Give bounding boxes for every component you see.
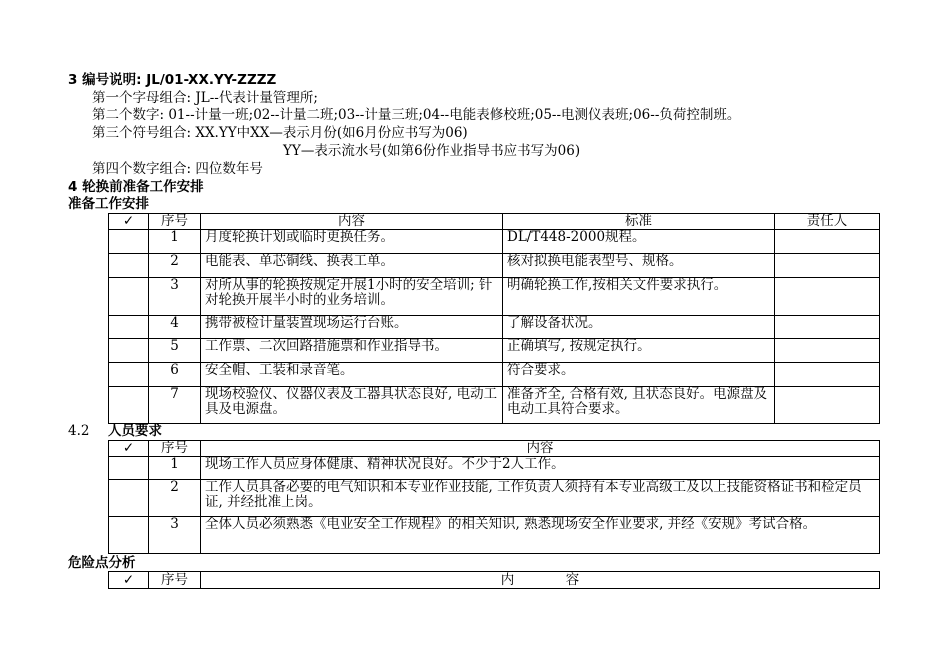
owner-cell[interactable] [775, 316, 880, 339]
row-content: 月度轮换计划或临时更换任务。 [201, 230, 503, 254]
owner-cell[interactable] [775, 387, 880, 424]
row-number: 1 [149, 457, 201, 480]
table-row [109, 339, 880, 363]
check-header: ✓ [109, 441, 149, 457]
numbering-line-4: YY—表示流水号(如第6份作业指导书应书写为06) [283, 143, 581, 159]
check-cell[interactable] [109, 480, 149, 517]
no-header: 序号 [149, 214, 201, 230]
table-row [109, 480, 880, 517]
no-header: 序号 [149, 572, 201, 589]
row-number: 1 [149, 230, 201, 254]
no-header: 序号 [149, 441, 201, 457]
table-row [109, 316, 880, 339]
check-header: ✓ [109, 572, 149, 589]
section-42-number: 4.2 [68, 423, 90, 439]
numbering-line-5: 第四个数字组合: 四位数年号 [92, 161, 263, 177]
row-content: 电能表、单芯铜线、换表工单。 [201, 254, 503, 278]
row-number: 4 [149, 316, 201, 339]
check-cell[interactable] [109, 457, 149, 480]
section-42-title: 人员要求 [108, 423, 162, 439]
row-content: 现场工作人员应身体健康、精神状况良好。不少于2人工作。 [201, 457, 880, 480]
row-standard: 正确填写, 按规定执行。 [503, 339, 775, 363]
check-cell[interactable] [109, 517, 149, 554]
table-row [109, 230, 880, 254]
check-cell[interactable] [109, 316, 149, 339]
owner-cell[interactable] [775, 363, 880, 387]
risk-table [108, 571, 880, 589]
row-content: 工作人员具备必要的电气知识和本专业作业技能, 工作负责人须持有本专业高级工及以上技能资格证书和检定员证, 并经批准上岗。 [201, 480, 880, 517]
standard-header: 标准 [503, 214, 775, 230]
table-row [109, 387, 880, 424]
row-standard: 符合要求。 [503, 363, 775, 387]
check-cell[interactable] [109, 339, 149, 363]
row-content: 对所从事的轮换按规定开展1小时的安全培训; 针对轮换开展半小时的业务培训。 [201, 278, 503, 316]
numbering-line-1: 第一个字母组合: JL--代表计量管理所; [92, 90, 318, 106]
row-content: 携带被检计量装置现场运行台账。 [201, 316, 503, 339]
prep-table-header [109, 214, 880, 230]
check-cell[interactable] [109, 363, 149, 387]
row-content: 全体人员必须熟悉《电业安全工作规程》的相关知识, 熟悉现场安全作业要求, 并经《安规》考试合格。 [201, 517, 880, 554]
content-header: 内 容 [201, 572, 880, 589]
row-content: 工作票、二次回路措施票和作业指导书。 [201, 339, 503, 363]
row-standard: 明确轮换工作,按相关文件要求执行。 [503, 278, 775, 316]
prep-subheading: 准备工作安排 [68, 196, 149, 212]
numbering-line-3: 第三个符号组合: XX.YY中XX—表示月份(如6月份应书写为06) [92, 125, 468, 141]
row-number: 2 [149, 480, 201, 517]
row-standard: 准备齐全, 合格有效, 且状态良好。电源盘及电动工具符合要求。 [503, 387, 775, 424]
risk-table-header [109, 572, 880, 589]
staff-table-header [109, 441, 880, 457]
content-header: 内容 [201, 214, 503, 230]
check-header: ✓ [109, 214, 149, 230]
owner-cell[interactable] [775, 278, 880, 316]
numbering-heading: 3 编号说明: JL/01-XX.YY-ZZZZ [68, 72, 277, 88]
row-number: 7 [149, 387, 201, 424]
row-number: 5 [149, 339, 201, 363]
owner-cell[interactable] [775, 230, 880, 254]
row-number: 6 [149, 363, 201, 387]
risk-heading: 危险点分析 [68, 555, 136, 571]
row-number: 2 [149, 254, 201, 278]
owner-cell[interactable] [775, 254, 880, 278]
table-row [109, 254, 880, 278]
check-cell[interactable] [109, 387, 149, 424]
row-standard: DL/T448-2000规程。 [503, 230, 775, 254]
check-cell[interactable] [109, 278, 149, 316]
table-row [109, 278, 880, 316]
content-header: 内容 [201, 441, 880, 457]
prep-table [108, 213, 880, 424]
row-number: 3 [149, 278, 201, 316]
check-cell[interactable] [109, 230, 149, 254]
owner-header: 责任人 [775, 214, 880, 230]
row-content: 安全帽、工装和录音笔。 [201, 363, 503, 387]
numbering-line-2: 第二个数字: 01--计量一班;02--计量二班;03--计量三班;04--电能表修校班;05--电测仪表班;06--负荷控制班。 [92, 107, 741, 123]
row-standard: 了解设备状况。 [503, 316, 775, 339]
table-row [109, 517, 880, 554]
row-standard: 核对拟换电能表型号、规格。 [503, 254, 775, 278]
check-cell[interactable] [109, 254, 149, 278]
staff-table [108, 440, 880, 554]
table-row [109, 363, 880, 387]
row-number: 3 [149, 517, 201, 554]
owner-cell[interactable] [775, 339, 880, 363]
row-content: 现场校验仪、仪器仪表及工器具状态良好, 电动工具及电源盘。 [201, 387, 503, 424]
table-row [109, 457, 880, 480]
section-4-heading: 4 轮换前准备工作安排 [68, 179, 204, 195]
